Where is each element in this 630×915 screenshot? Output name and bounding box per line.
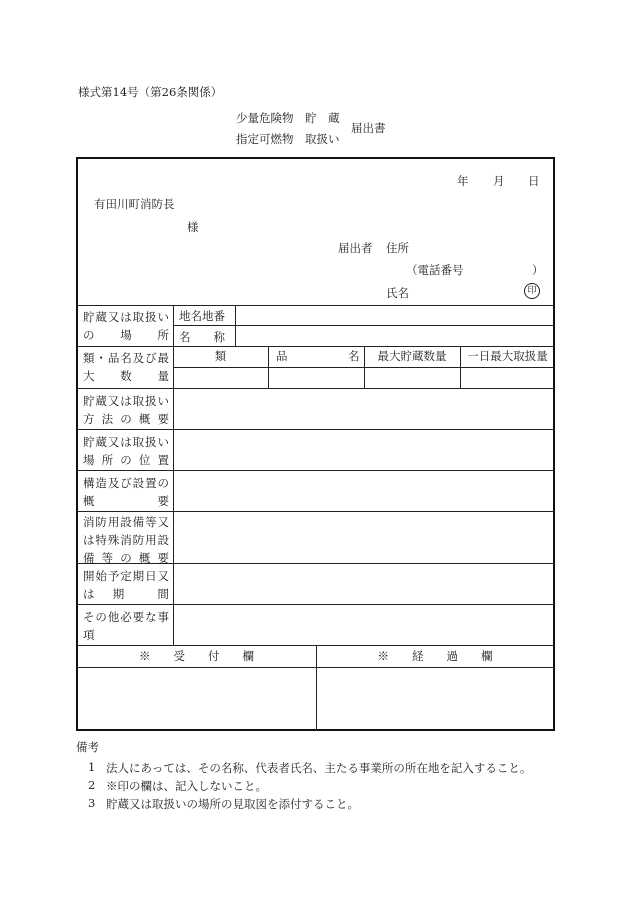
title-line-2: 指定可燃物 取扱い (236, 132, 340, 146)
col-class: 類 (214, 349, 227, 363)
location-sub-address: 地名地番 (179, 309, 225, 323)
divider (268, 346, 269, 388)
schedule-label: 開始予定期日又は 期 間 (83, 569, 169, 601)
note-number: 1 (88, 760, 96, 774)
divider (77, 388, 554, 389)
seal-mark: 印 (524, 283, 540, 299)
kinds-label: 類・品名及び最 大 数 量 (83, 351, 181, 383)
date-day: 日 (528, 174, 540, 188)
note-text: 法人にあっては、その名称、代表者氏名、主たる事業所の所在地を記入すること。 (106, 761, 532, 775)
divider (77, 604, 554, 605)
addressee-name: 有田川町消防長 (94, 197, 175, 211)
structure-label: 構造及び設置の概 要 (83, 476, 169, 508)
divider (77, 470, 554, 471)
form-number: 様式第14号（第26条関係） (78, 85, 223, 99)
applicant-label: 届出者 (338, 241, 373, 255)
other-label: その他必要な事 項 (83, 610, 215, 642)
addressee-honorific: 様 (187, 220, 199, 234)
phone-close: ） (532, 263, 544, 277)
divider (77, 429, 554, 430)
date-year: 年 (457, 174, 469, 188)
location-label: 貯蔵又は取扱いの 場 所 (83, 310, 169, 342)
col-daily-max: 一日最大取扱量 (467, 349, 548, 363)
note-number: 3 (88, 796, 96, 810)
phone-label: （電話番号 (406, 263, 464, 277)
col-max-storage: 最大貯蔵数量 (377, 349, 447, 363)
divider (77, 305, 554, 306)
divider (77, 511, 554, 512)
name-label: 氏名 (386, 286, 409, 300)
fire-equipment-label: 消防用設備等又は特殊消防用設備等の概要 (83, 515, 169, 565)
progress-column-header: ※ 経 過 欄 (377, 649, 493, 663)
reception-column-header: ※ 受 付 欄 (139, 649, 254, 663)
divider (173, 325, 554, 326)
title-suffix: 届出書 (351, 121, 386, 135)
divider (235, 305, 236, 346)
address-label: 住所 (386, 241, 409, 255)
method-label: 貯蔵又は取扱い方法の概要 (83, 394, 169, 426)
col-name: 名 (348, 349, 360, 363)
note-text: ※印の欄は、記入しないこと。 (106, 779, 267, 793)
location-sub-name: 名 称 (179, 330, 225, 344)
note-number: 2 (88, 778, 96, 792)
col-item: 品 (276, 349, 288, 363)
position-label: 貯蔵又は取扱い場所の位置 (83, 435, 169, 467)
date-month: 月 (493, 174, 505, 188)
title-line-1: 少量危険物 貯 蔵 (236, 111, 340, 125)
note-text: 貯蔵又は取扱いの場所の見取図を添付すること。 (106, 797, 359, 811)
notes-heading: 備考 (76, 740, 99, 754)
